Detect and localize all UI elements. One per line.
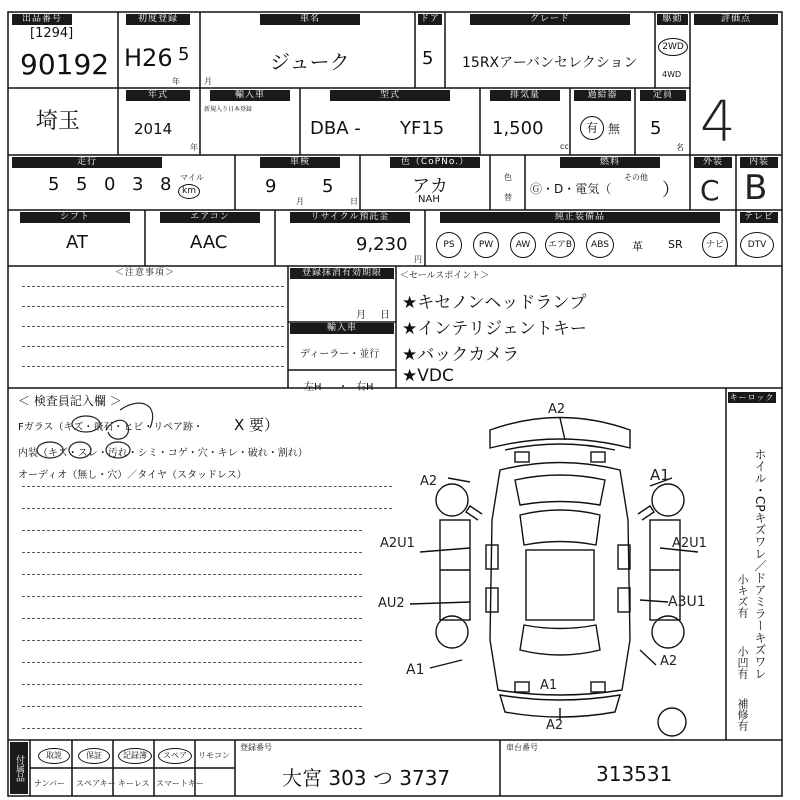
fuel-label: 燃料 xyxy=(560,157,660,168)
color-value: アカ xyxy=(412,176,448,197)
first-reg-year: H26 xyxy=(124,44,173,72)
damage-mark: A2 xyxy=(660,654,678,669)
inspector-label: ＜ 検査員記入欄 ＞ xyxy=(18,394,122,408)
inspector-line3: オーディオ（無し・穴）／タイヤ（スタッドレス） xyxy=(18,470,247,481)
equip-navi: ナビ xyxy=(702,232,728,258)
shift-label: シフト xyxy=(20,212,130,223)
side-note: 小凹有 xyxy=(736,646,749,679)
mileage-digit: 0 xyxy=(104,174,116,195)
lot-label: 出品番号 xyxy=(12,14,72,25)
shaken-day-unit: 日 xyxy=(350,197,358,206)
first-reg-month: 5 xyxy=(178,44,190,65)
acc-smart-key: スマートキー xyxy=(156,779,204,788)
inspector-line1: Fガラス（キズ・飛石・ヒビ・リペア跡・ xyxy=(18,422,204,433)
expiry-month: 月 xyxy=(356,310,366,321)
import-label: 輸入車 xyxy=(290,323,394,334)
model-year-label: 年式 xyxy=(126,90,190,101)
model-type-label: 型式 xyxy=(330,90,450,101)
score-value: 4 xyxy=(700,90,736,155)
side-note: ホイル・CPキズワレ／ドアミラーキズワレ xyxy=(753,448,767,680)
chassis-label: 車台番号 xyxy=(506,743,538,752)
acc-warranty: 保証 xyxy=(78,748,110,764)
side-note: 小キズ有 xyxy=(736,574,749,618)
sales-point: ★バックカメラ xyxy=(402,345,520,365)
turbo-yes-circled: 有 xyxy=(580,116,604,140)
capacity-unit: 名 xyxy=(676,143,684,152)
acc-plate: ナンバー xyxy=(34,779,66,788)
turbo-label: 過給器 xyxy=(574,90,631,101)
damage-mark: A3U1 xyxy=(668,594,706,610)
damage-mark: A2U1 xyxy=(672,536,707,551)
region: 埼玉 xyxy=(36,109,81,134)
model-type-prefix: DBA - xyxy=(310,118,361,139)
grade-label: グレード xyxy=(470,14,630,25)
acc-spare-key: スペアキー xyxy=(76,779,116,788)
damage-mark: A1 xyxy=(650,466,670,484)
acc-keyless: キーレス xyxy=(118,779,150,788)
mileage-digit: 5 xyxy=(48,174,60,195)
equip-ps: PS xyxy=(436,232,462,258)
damage-mark: A2 xyxy=(420,474,438,489)
damage-mark: A1 xyxy=(540,678,558,693)
shaken-month: 9 xyxy=(265,176,277,197)
car-name: ジューク xyxy=(270,50,350,74)
aircon-value: AAC xyxy=(190,232,228,253)
inspector-line2: 内装（キズ・スレ・汚れ・シミ・コゲ・穴・キレ・破れ・割れ） xyxy=(18,448,308,459)
import-left-h: 左H xyxy=(304,382,322,393)
equip-dtv: DTV xyxy=(740,232,774,258)
sales-label: ＜セールスポイント＞ xyxy=(400,271,490,281)
recycle-unit: 円 xyxy=(414,255,422,264)
damage-mark: A1 xyxy=(406,662,425,678)
doors-value: 5 xyxy=(422,48,434,69)
expiry-day: 日 xyxy=(380,310,390,321)
lot-bracket: [1294] xyxy=(30,26,74,41)
import-right-h: 右H xyxy=(356,382,374,393)
sales-point: ★キセノンヘッドランプ xyxy=(402,293,587,313)
inspector-line1-mark: X 要） xyxy=(234,416,280,434)
damage-mark: A2U1 xyxy=(380,536,415,551)
import-dot: ・ xyxy=(338,382,348,393)
sales-point: ★VDC xyxy=(402,366,454,386)
mileage-unit-km-circled: km xyxy=(178,184,200,199)
score-label: 評価点 xyxy=(694,14,778,25)
capacity: 5 xyxy=(650,118,662,139)
interior-label: 内装 xyxy=(740,157,778,168)
month-unit: 月 xyxy=(204,77,212,86)
model-year: 2014 xyxy=(134,120,173,138)
equip-pw: PW xyxy=(473,232,499,258)
sales-point: ★インテリジェントキー xyxy=(402,319,587,339)
plate-label: 登録番号 xyxy=(240,743,272,752)
damage-mark: A2 xyxy=(548,402,566,417)
color-code: NAH xyxy=(418,194,440,205)
lot-number: 90192 xyxy=(20,48,110,81)
equip-aw: AW xyxy=(510,232,536,258)
recycle-label: リサイクル預託金 xyxy=(290,212,410,223)
acc-records: 記録簿 xyxy=(118,748,152,764)
accessories-label: 付属品 xyxy=(10,742,28,794)
mileage-label: 走行 xyxy=(12,157,162,168)
import-reg-sub: 新規入り日本登録 xyxy=(204,106,253,113)
drive-label: 駆動 xyxy=(657,14,688,25)
plate-number: 大宮 303 つ 3737 xyxy=(282,766,451,790)
color-change-1: 色 xyxy=(504,173,512,182)
fuel-other: その他 xyxy=(624,173,648,182)
mileage-digit: 5 xyxy=(76,174,88,195)
damage-mark: A2 xyxy=(546,718,564,733)
equipment-label: 純正装備品 xyxy=(440,212,720,223)
drive-4wd: 4WD xyxy=(662,70,682,79)
equip-leather: 革 xyxy=(632,240,643,253)
shaken-month-unit: 月 xyxy=(296,197,304,206)
tv-label: テレビ xyxy=(740,212,778,223)
notes-label: ＜注意事項＞ xyxy=(20,268,270,279)
displacement: 1,500 xyxy=(492,118,544,139)
turbo-no: 無 xyxy=(608,122,621,136)
shaken-day: 5 xyxy=(322,176,334,197)
shift-value: AT xyxy=(66,232,88,253)
damage-mark: AU2 xyxy=(378,596,405,611)
equip-sunroof: SR xyxy=(668,238,683,251)
side-note: 補修有 xyxy=(736,698,749,731)
exterior-grade: C xyxy=(700,174,720,207)
displacement-label: 排気量 xyxy=(490,90,560,101)
aircon-label: エアコン xyxy=(160,212,260,223)
mileage-digit: 8 xyxy=(160,174,172,195)
capacity-label: 定員 xyxy=(640,90,686,101)
color-label: 色（CoPNo.） xyxy=(390,157,480,168)
recycle-value: 9,230 xyxy=(356,234,408,255)
key-lock-label: キーロック xyxy=(729,393,775,402)
shaken-label: 車検 xyxy=(260,157,340,168)
displacement-unit: cc xyxy=(560,142,569,151)
acc-remote: リモコン xyxy=(198,751,230,760)
grade-value: 15RXアーバンセレクション xyxy=(462,55,638,71)
mileage-unit-mile: マイル xyxy=(180,173,204,182)
import-dealer: ディーラー・並行 xyxy=(300,349,380,360)
first-reg-label: 初度登録 xyxy=(126,14,190,25)
fuel-close: ） xyxy=(662,180,680,201)
equip-abs: ABS xyxy=(586,232,614,258)
chassis-number: 313531 xyxy=(596,762,673,786)
import-reg-label: 輸入車 xyxy=(210,90,290,101)
exterior-label: 外装 xyxy=(694,157,732,168)
model-type: YF15 xyxy=(400,118,445,139)
mileage-digit: 3 xyxy=(132,174,144,195)
acc-spare: スペア xyxy=(158,748,192,764)
fuel-options: Ⓖ・D・電気（ xyxy=(530,182,612,196)
car-name-label: 車名 xyxy=(260,14,360,25)
year-unit: 年 xyxy=(172,77,180,86)
model-year-unit: 年 xyxy=(190,143,198,152)
drive-2wd-circled: 2WD xyxy=(658,38,688,56)
interior-grade: B xyxy=(744,168,768,208)
acc-manual: 取説 xyxy=(38,748,70,764)
doors-label: ドア xyxy=(418,14,442,25)
color-change-2: 替 xyxy=(504,193,512,202)
equip-airbag: エアB xyxy=(545,232,575,258)
expiry-label: 登録抹消有効期限 xyxy=(290,268,394,279)
